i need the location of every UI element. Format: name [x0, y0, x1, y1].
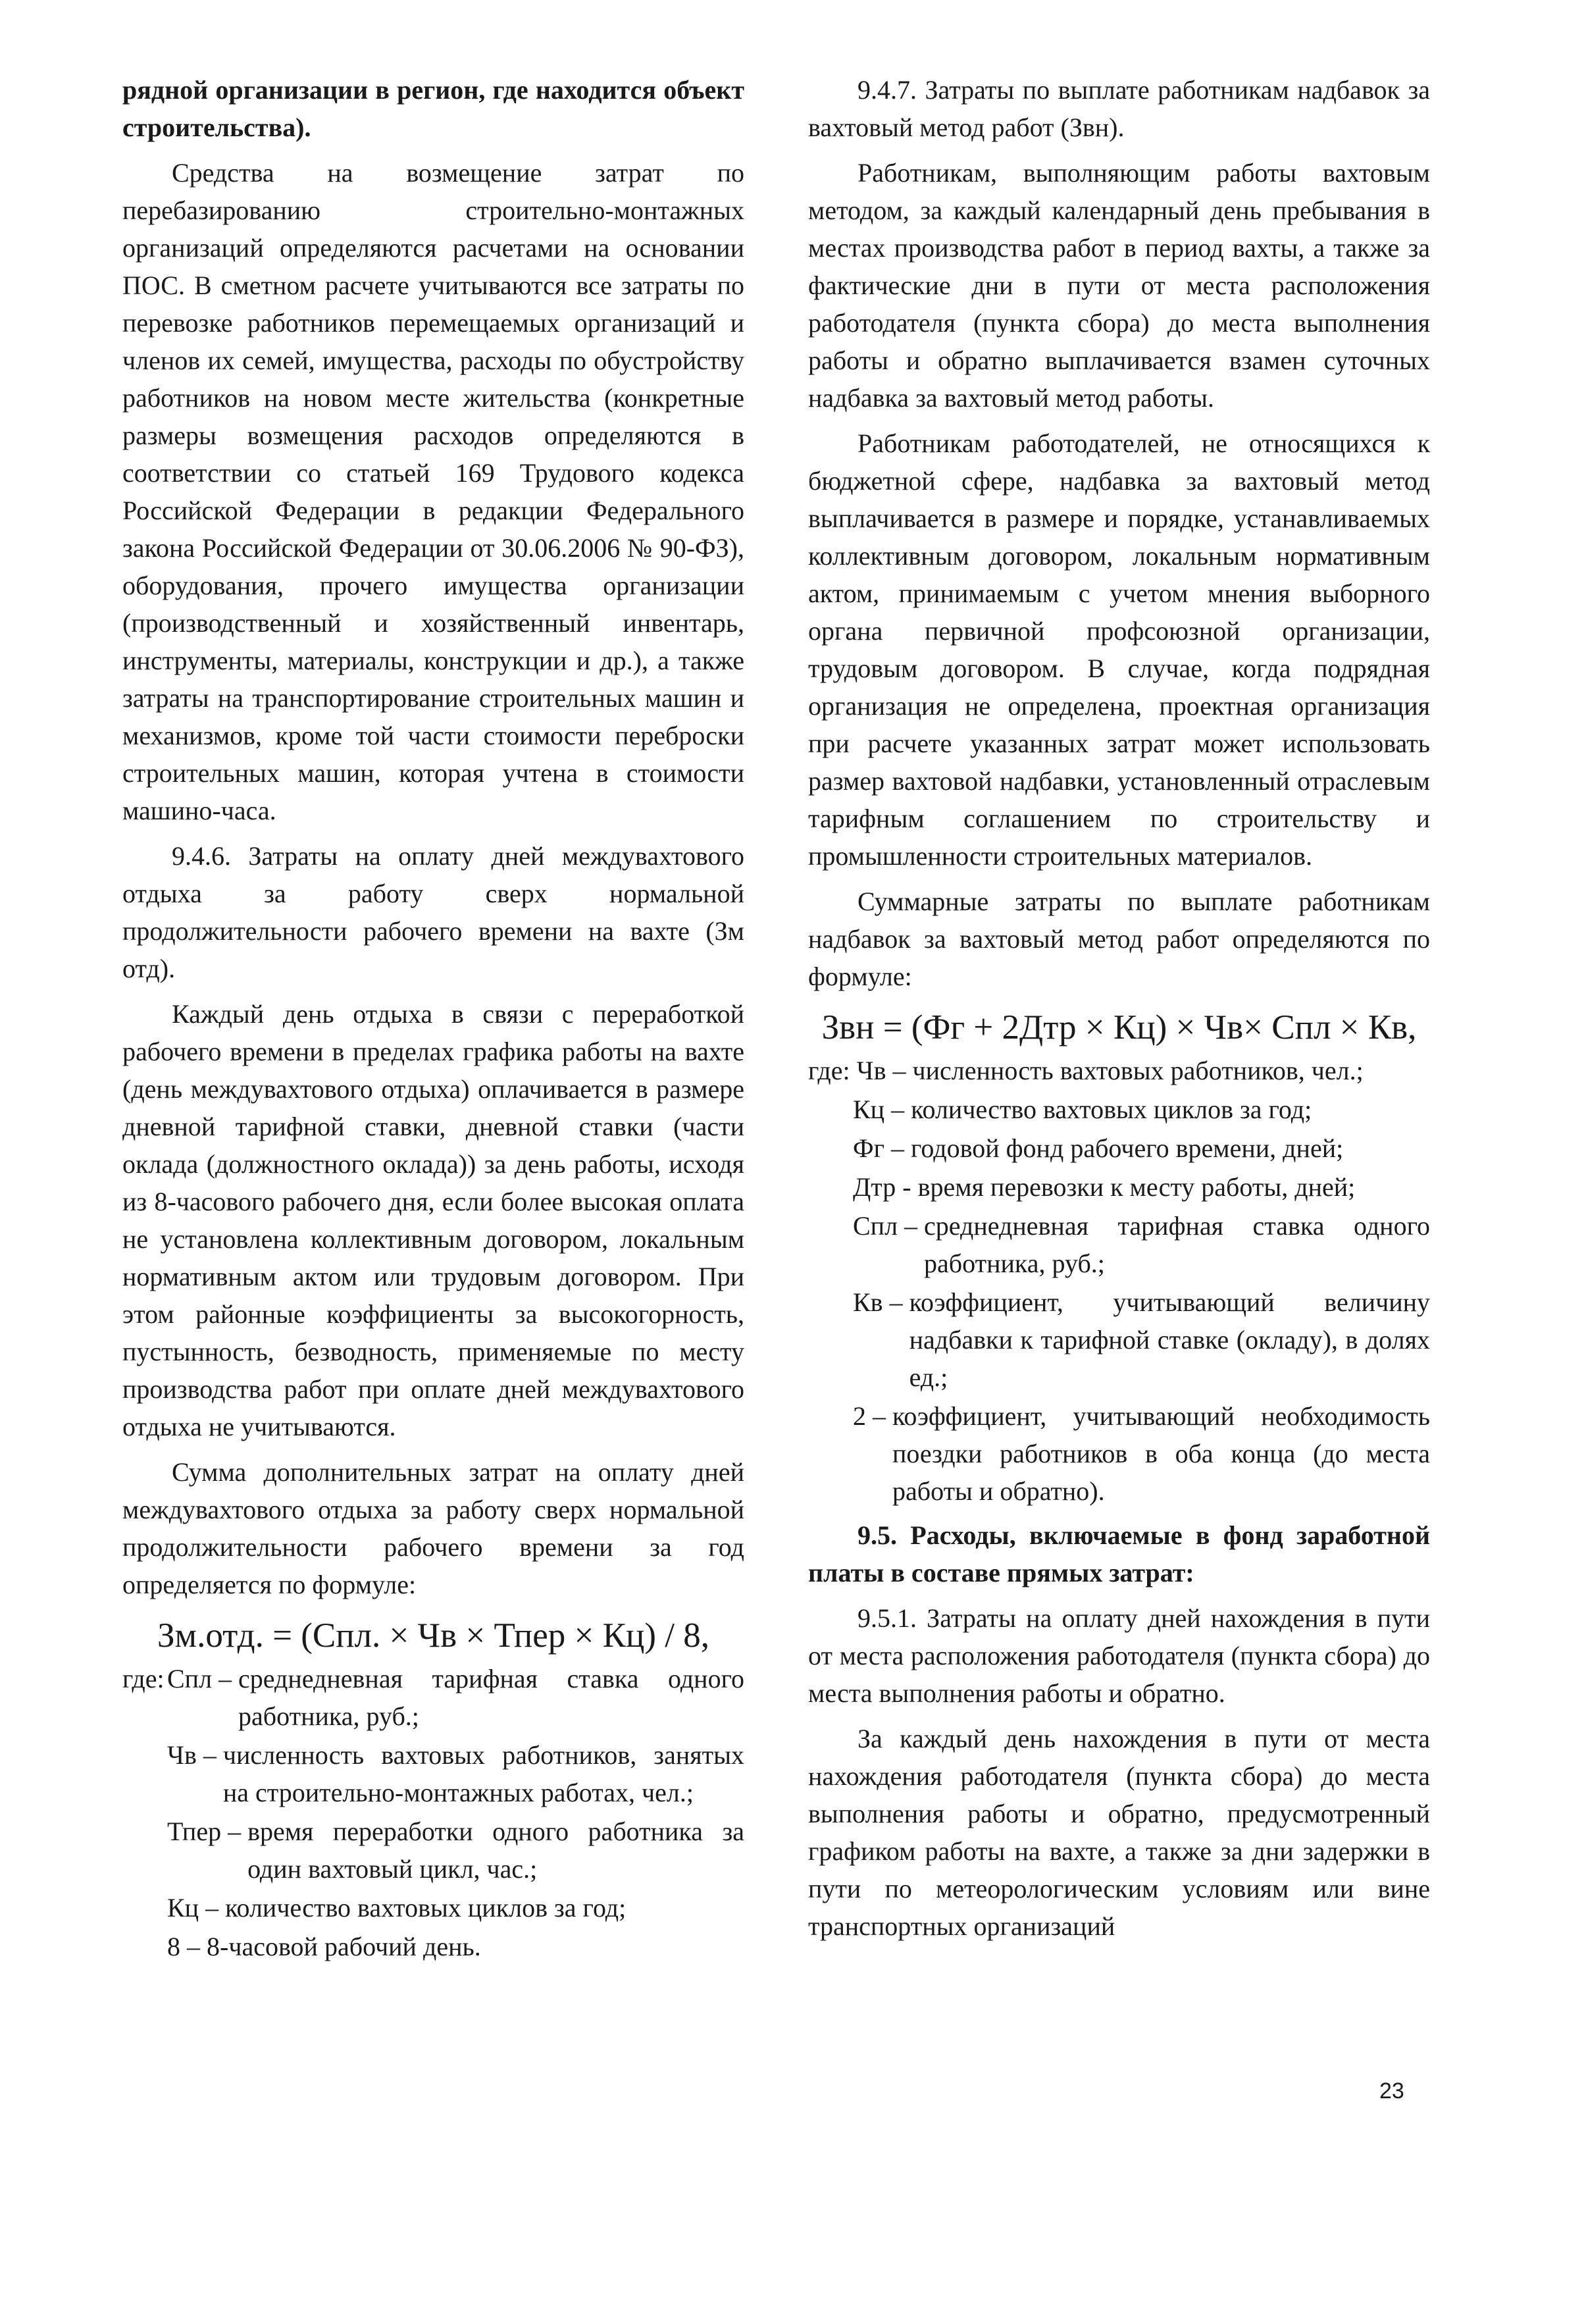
definition-row	[808, 1168, 1430, 1206]
clause-9-4-6: 9.4.6. Затраты на оплату дней междувахтового отдыха за работу сверх нормальной продолжительности рабочего времени на вахте (Зм отд).	[122, 841, 744, 983]
clause-9-5-1: 9.5.1. Затраты на оплату дней нахождения в пути от места расположения работодателя (пункта сбора) до места выполнения работы и обратно.	[808, 1603, 1430, 1708]
definition-symbol: Тпер –	[167, 1817, 242, 1846]
definition-row	[122, 1736, 744, 1811]
definition-text: численность вахтовых работников, занятых на строительно-монтажных работах, чел.;	[222, 1740, 744, 1807]
section-heading-9-5: 9.5. Расходы, включаемые в фонд заработной платы в составе прямых затрат:	[808, 1520, 1430, 1588]
paragraph-formula-intro: Сумма дополнительных затрат на оплату дней междувахтового отдыха за работу сверх нормальной продолжительности рабочего времени за год определяется по формуле:	[122, 1457, 744, 1599]
formula-rest-days: Зм.отд. = (Спл. × Чв × Тпер × Кц) / 8,	[157, 1616, 709, 1655]
formula-shift-allowance: Звн = (Фг + 2Дтр × Кц) × Чв× Спл × Кв,	[821, 1008, 1417, 1046]
definition-text: среднедневная тарифная ставка одного работника, руб.;	[924, 1211, 1430, 1278]
definition-symbol: 2 –	[853, 1401, 886, 1431]
paragraph-formula-intro: Суммарные затраты по выплате работникам надбавок за вахтовый метод работ определяются по формуле:	[808, 887, 1430, 991]
definition-row	[122, 1660, 744, 1735]
definition-row	[122, 1889, 744, 1926]
paragraph-rest-day: Каждый день отдыха в связи с переработкой рабочего времени в пределах графика работы на вахте (день междувахтового отдыха) оплачивается в размере дневной тарифной ставки, дневной ставки (части оклада (должностного оклада)) за день работы, исходя из 8-часового рабочего дня, если более высокая оплата не установлена коллективным договором, локальным нормативным актом или трудовым договором. При этом районные коэффициенты за высокогорность, пустынность, безводность, применяемые по месту производства работ при оплате дней междувахтового отдыха не учитываются.	[122, 999, 744, 1441]
definition-text: время перевозки к месту работы, дней;	[917, 1172, 1356, 1202]
definition-text: коэффициент, учитывающий необходимость поездки работников в оба конца (до места работы и обратно).	[892, 1401, 1430, 1506]
where-label: где:	[122, 1664, 165, 1693]
paragraph-relocation-costs: Средства на возмещение затрат по перебазированию строительно-монтажных организаций определяются расчетами на основании ПОС. В сметном расчете учитываются все затраты по перевозке работников перемещаемых организаций и членов их семей, имущества, расходы по обустройству работников на новом месте жительства (конкретные размеры возмещения расходов определяются в соответствии со статьей 169 Трудового кодекса Российской Федерации в редакции Федерального закона Российской Федерации от 30.06.2006 № 90-ФЗ), оборудования, прочего имущества организации (производственный и хозяйственный инвентарь, инструменты, материалы, конструкции и др.), а также затраты на транспортирование строительных машин и механизмов, кроме той части стоимости переброски строительных машин, которая учтена в стоимости машино-часа.	[122, 158, 744, 825]
page-number: 23	[1379, 2079, 1404, 2104]
definition-symbol: 8 –	[167, 1932, 200, 1961]
paragraph-continuation: рядной организации в регион, где находится объект строительства).	[122, 75, 744, 142]
definition-symbol: Кв –	[853, 1287, 903, 1317]
paragraph-non-budget-employers: Работникам работодателей, не относящихся к бюджетной сфере, надбавка за вахтовый метод выплачивается в размере и порядке, устанавливаемых коллективным договором, локальным нормативным актом, принимаемым с учетом мнения выборного органа первичной профсоюзной организации, трудовым договором. В случае, когда подрядная организация не определена, проектная организация при расчете указанных затрат может использовать размер вахтовой надбавки, установленный отраслевым тарифным соглашением по строительству и промышленности строительных материалов.	[808, 428, 1430, 871]
definition-symbol: Чв –	[167, 1740, 217, 1770]
right-column	[808, 71, 1430, 1953]
definition-row	[122, 1928, 744, 1965]
definition-row	[808, 1397, 1430, 1510]
definition-text: среднедневная тарифная ставка одного работника, руб.;	[238, 1664, 744, 1731]
definition-line: Кц – количество вахтовых циклов за год;	[853, 1095, 1312, 1124]
clause-9-4-7: 9.4.7. Затраты по выплате работникам надбавок за вахтовый метод работ (Звн).	[808, 75, 1430, 142]
definition-first: где: Чв – численность вахтовых работников, чел.;	[808, 1056, 1364, 1085]
definition-text: время переработки одного работника за один вахтовый цикл, час.;	[247, 1817, 744, 1884]
paragraph-shift-allowance: Работникам, выполняющим работы вахтовым методом, за каждый календарный день пребывания в местах производства работ в период вахты, а также за фактические дни в пути от места расположения работодателя (пункта сбора) до места выполнения работы и обратно выплачивается взамен суточных надбавка за вахтовый метод работы.	[808, 158, 1430, 413]
definition-symbol: Спл –	[167, 1664, 232, 1693]
left-column	[122, 71, 744, 1967]
definition-row	[122, 1813, 744, 1888]
definition-row	[808, 1207, 1430, 1282]
definition-symbol: Кц –	[167, 1893, 219, 1923]
definition-row	[808, 1283, 1430, 1396]
definition-line: Фг – годовой фонд рабочего времени, дней;	[853, 1133, 1344, 1163]
definition-text: 8-часовой рабочий день.	[207, 1932, 481, 1961]
definition-text: коэффициент, учитывающий величину надбавки к тарифной ставке (окладу), в долях ед.;	[909, 1287, 1430, 1392]
definition-symbol: Спл –	[853, 1211, 918, 1241]
definition-symbol: Дтр -	[853, 1172, 911, 1202]
definition-text: количество вахтовых циклов за год;	[225, 1893, 627, 1923]
paragraph-travel-days: За каждый день нахождения в пути от места нахождения работодателя (пункта сбора) до места выполнения работы и обратно, предусмотренный графиком работы на вахте, а также за дни задержки в пути по метеорологическим условиям или вине транспортных организаций	[808, 1724, 1430, 1941]
